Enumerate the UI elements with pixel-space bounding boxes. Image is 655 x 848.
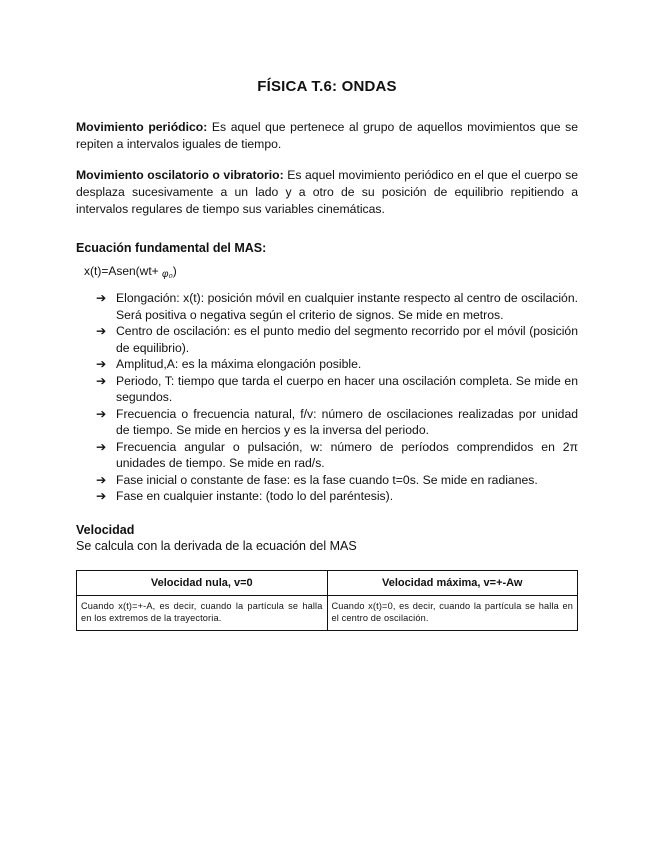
arrow-icon: ➔ <box>96 357 107 371</box>
mas-heading: Ecuación fundamental del MAS: <box>76 241 267 255</box>
velocity-table <box>76 570 578 631</box>
arrow-icon: ➔ <box>96 406 107 421</box>
velocity-heading: Velocidad <box>76 522 135 537</box>
periodic-motion-paragraph <box>76 119 578 153</box>
table-header-cell: Velocidad máxima, v=+-Aw <box>327 570 578 595</box>
oscillatory-motion-text: Es aquel movimiento periódico en el que el cuerpo se desplaza sucesivamente a un lado y a otro de su posición de equilibrio repitiendo a intervalos regulares de tiempo sus variables cinemáticas. <box>76 168 578 216</box>
list-item-text: Frecuencia angular o pulsación, w: número de períodos comprendidos en 2π unidades de tiempo. Se mide en rad/s. <box>116 439 578 470</box>
mas-definitions-list <box>96 290 578 505</box>
phi-symbol: φ₀ <box>162 269 173 280</box>
document-page <box>76 0 578 631</box>
list-item <box>96 356 578 373</box>
velocity-subtitle: Se calcula con la derivada de la ecuación del MAS <box>76 538 357 553</box>
list-item <box>96 290 578 323</box>
table-row <box>77 595 578 630</box>
mas-formula-text: x(t)=Asen(wt+ <box>84 264 163 278</box>
list-item-text: Elongación: x(t): posición móvil en cualquier instante respecto al centro de oscilación. Será positiva o negativa según el criterio de signos. Se mide en metros. <box>116 291 578 322</box>
list-item <box>96 406 578 439</box>
list-item <box>96 373 578 406</box>
arrow-icon: ➔ <box>96 439 107 454</box>
list-item <box>96 323 578 356</box>
mas-formula-close: ) <box>172 264 177 278</box>
arrow-icon: ➔ <box>96 472 107 487</box>
arrow-icon: ➔ <box>96 291 107 305</box>
arrow-icon: ➔ <box>96 489 107 503</box>
list-item-text: Fase en cualquier instante: (todo lo del paréntesis). <box>116 489 394 503</box>
table-cell: Cuando x(t)=+-A, es decir, cuando la partícula se halla en los extremos de la trayectoria. <box>77 595 328 630</box>
periodic-motion-text: Es aquel que pertenece al grupo de aquellos movimientos que se repiten a intervalos iguales de tiempo. <box>76 120 578 151</box>
list-item-text: Periodo, T: tiempo que tarda el cuerpo en hacer una oscilación completa. Se mide en segundos. <box>116 373 578 404</box>
list-item-text: Fase inicial o constante de fase: es la fase cuando t=0s. Se mide en radianes. <box>116 472 538 487</box>
page-title: FÍSICA T.6: ONDAS <box>257 78 397 95</box>
table-header-cell: Velocidad nula, v=0 <box>77 570 328 595</box>
oscillatory-motion-term: Movimiento oscilatorio o vibratorio: <box>76 168 284 182</box>
arrow-icon: ➔ <box>96 373 107 388</box>
table-cell: Cuando x(t)=0, es decir, cuando la partícula se halla en el centro de oscilación. <box>327 595 578 630</box>
list-item-text: Frecuencia o frecuencia natural, f/v: número de oscilaciones realizadas por unidad de tiempo. Se mide en hercios y es la inversa del periodo. <box>116 406 578 437</box>
arrow-icon: ➔ <box>96 324 107 338</box>
oscillatory-motion-paragraph <box>76 167 578 218</box>
table-header-row <box>77 570 578 595</box>
list-item <box>96 488 578 505</box>
list-item-text: Centro de oscilación: es el punto medio del segmento recorrido por el móvil (posición de equilibrio). <box>116 324 578 355</box>
list-item-text: Amplitud,A: es la máxima elongación posible. <box>116 357 362 371</box>
mas-formula <box>84 264 578 282</box>
list-item <box>96 439 578 472</box>
periodic-motion-term: Movimiento periódico: <box>76 120 208 134</box>
list-item <box>96 472 578 489</box>
